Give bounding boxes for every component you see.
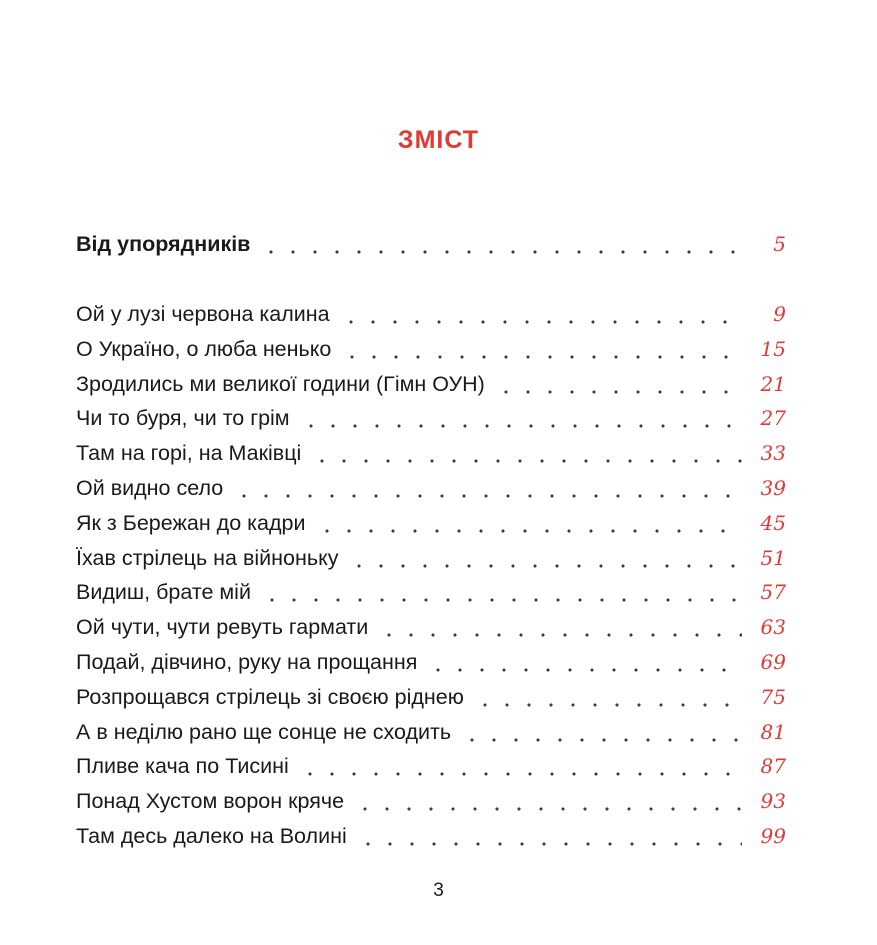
- toc-entry-label: Там десь далеко на Волині: [76, 822, 357, 850]
- dot-leader: [348, 544, 742, 572]
- toc-entry-label: О Україно, о люба ненько: [76, 335, 341, 363]
- toc-entry-label: Їхав стрілець на війноньку: [76, 544, 348, 572]
- toc-entry-label: Чи то буря, чи то грім: [76, 404, 300, 432]
- dot-leader: [340, 300, 742, 328]
- dot-leader: [261, 578, 742, 606]
- dot-leader: [300, 404, 742, 432]
- toc-entry-label: Видиш, брате мій: [76, 578, 261, 606]
- page-title: ЗМІСТ: [397, 126, 480, 154]
- toc-entry[interactable]: [76, 507, 786, 537]
- toc-entry-label: Ой чути, чути ревуть гармати: [76, 613, 378, 641]
- toc-entry[interactable]: [76, 437, 786, 467]
- toc-entry-page: 5: [773, 232, 786, 256]
- toc-entry-label: Подай, дівчино, руку на прощання: [76, 648, 427, 676]
- toc-entry-label: Ой у лузі червона калина: [76, 300, 340, 328]
- toc-entry[interactable]: [76, 542, 786, 572]
- toc-entry-page: 99: [760, 824, 786, 848]
- toc-entry-page: 9: [773, 302, 786, 326]
- toc-entry-label: Як з Бережан до кадри: [76, 509, 316, 537]
- dot-leader: [260, 230, 742, 258]
- dot-leader: [341, 335, 742, 363]
- toc-entry-page: 27: [760, 406, 786, 431]
- dot-leader: [311, 439, 742, 467]
- toc-entry-page: 87: [760, 754, 786, 779]
- toc-entry-page: 75: [760, 684, 786, 709]
- toc-entry[interactable]: [76, 681, 786, 711]
- toc-entry-page: 81: [760, 719, 786, 744]
- toc-entry-label: Зродились ми великої години (Гімн ОУН): [76, 370, 495, 398]
- toc-entry-page: 33: [760, 441, 786, 466]
- toc-entry-label: А в неділю рано ще сонце не сходить: [76, 718, 461, 746]
- dot-leader: [474, 683, 742, 711]
- toc-entry-page: 69: [760, 650, 786, 674]
- dot-leader: [316, 509, 743, 537]
- toc-entry-label: Пливе кача по Тисині: [76, 752, 299, 780]
- toc-entry[interactable]: [76, 646, 786, 676]
- dot-leader: [233, 474, 742, 502]
- dot-leader: [378, 613, 742, 641]
- toc-entry-label: Ой видно село: [76, 474, 233, 502]
- dot-leader: [299, 752, 742, 780]
- toc-entry-label: Там на горі, на Маківці: [76, 439, 311, 467]
- dot-leader: [354, 787, 742, 815]
- toc-entry-page: 63: [760, 615, 786, 640]
- toc-entry-page: 93: [760, 789, 786, 814]
- toc-entry-page: 51: [760, 545, 786, 570]
- toc-entry[interactable]: [76, 298, 786, 328]
- toc-entry[interactable]: [76, 716, 786, 746]
- toc-entry[interactable]: [76, 472, 786, 502]
- toc-entry[interactable]: [76, 820, 786, 850]
- toc-entry[interactable]: [76, 333, 786, 363]
- toc-entry-page: 39: [760, 476, 786, 500]
- toc-entry[interactable]: [76, 402, 786, 432]
- toc-entry[interactable]: [76, 611, 786, 641]
- toc-entry-label: Понад Хустом ворон кряче: [76, 787, 354, 815]
- toc-entry[interactable]: [76, 785, 786, 815]
- toc-entry-intro[interactable]: [76, 228, 786, 258]
- toc-entry[interactable]: [76, 368, 786, 398]
- toc-entry-page: 21: [760, 371, 786, 396]
- toc-entry-label: Розпрощався стрілець зі своєю ріднею: [76, 683, 474, 711]
- dot-leader: [357, 822, 742, 850]
- toc-entry-label: Від упорядників: [76, 230, 260, 258]
- dot-leader: [461, 718, 742, 746]
- dot-leader: [427, 648, 742, 676]
- page-number: 3: [433, 880, 444, 901]
- dot-leader: [495, 370, 742, 398]
- toc-entry[interactable]: [76, 750, 786, 780]
- toc-entry[interactable]: [76, 576, 786, 606]
- toc-entry-page: 57: [760, 580, 786, 605]
- toc-entry-page: 45: [760, 510, 786, 535]
- toc-entry-page: 15: [760, 336, 786, 361]
